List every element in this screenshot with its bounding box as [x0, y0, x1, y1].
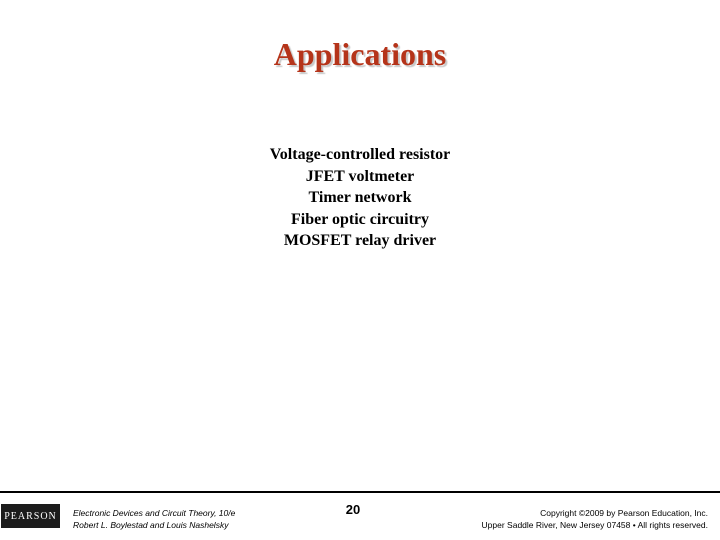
list-item: Timer network: [308, 189, 412, 206]
pearson-logo: PEARSON: [1, 504, 60, 528]
copyright-address: Upper Saddle River, New Jersey 07458 • All rights reserved.: [481, 519, 708, 530]
list-item: Fiber optic circuitry: [290, 210, 430, 228]
copyright-notice: [482, 508, 708, 531]
applications-list: [0, 144, 720, 252]
footer-divider: [0, 491, 720, 493]
list-item: JFET voltmeter: [305, 167, 415, 185]
copyright-line: Copyright ©2009 by Pearson Education, Inc.: [540, 508, 708, 518]
slide-title: Applications: [273, 36, 447, 72]
page-number: 20: [345, 502, 361, 517]
list-item: Voltage-controlled resistor: [269, 146, 451, 163]
book-authors: Robert L. Boylestad and Louis Nashelsky: [73, 519, 229, 530]
book-credit: [73, 508, 235, 531]
list-item: MOSFET relay driver: [283, 232, 437, 249]
book-title: Electronic Devices and Circuit Theory, 10/e: [73, 508, 236, 518]
